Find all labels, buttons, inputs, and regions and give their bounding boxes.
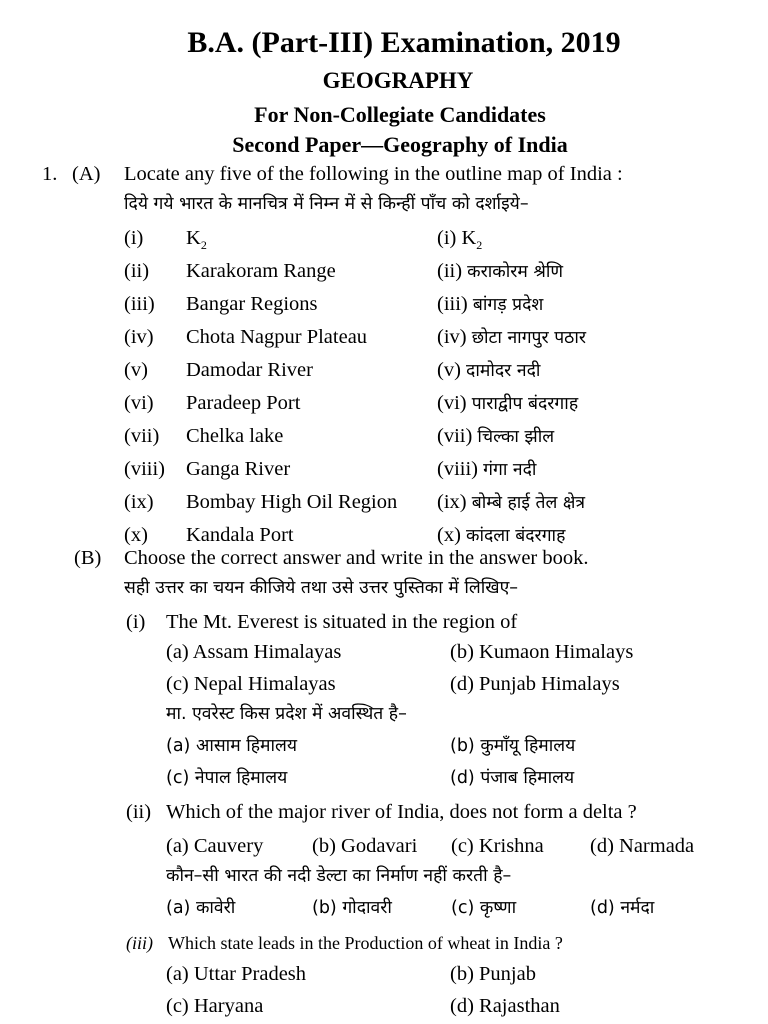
- item-label-en: $K_2$: [186, 227, 207, 253]
- mcq-2-option-en: (b) Godavari: [312, 835, 418, 857]
- item-label-en: Chota Nagpur Plateau: [186, 326, 368, 348]
- item-number: (iii): [124, 293, 155, 315]
- item-number: (v): [124, 359, 148, 381]
- mcq-1-option-hi: (b) कुमाँयू हिमालय: [450, 736, 576, 756]
- item-label-hi: (iii) बांगड़ प्रदेश: [437, 293, 544, 315]
- mcq-1-question-hi: मा. एवरेस्ट किस प्रदेश में अवस्थित है–: [166, 704, 407, 724]
- mcq-3-question-en: Which state leads in the Production of wheat in India ?: [168, 933, 563, 953]
- mcq-2-option-hi: (c) कृष्णा: [451, 898, 517, 918]
- item-number: (ii): [124, 260, 150, 282]
- candidates-line: For Non-Collegiate Candidates: [254, 102, 546, 127]
- item-number: (vi): [124, 392, 154, 414]
- paper-title: Second Paper—Geography of India: [232, 132, 568, 157]
- mcq-2-option-en: (c) Krishna: [451, 835, 544, 857]
- item-number: (ix): [124, 491, 154, 513]
- mcq-1-number: (i): [126, 611, 146, 633]
- question-number: 1.: [42, 163, 58, 185]
- mcq-3-option-en: (b) Punjab: [450, 963, 536, 985]
- item-label-hi: (ix) बोम्बे हाई तेल क्षेत्र: [437, 491, 586, 513]
- mcq-1-option-hi: (d) पंजाब हिमालय: [450, 768, 575, 788]
- part-b-label: (B): [74, 547, 102, 569]
- item-label-en: Chelka lake: [186, 425, 284, 447]
- mcq-3-option-en: (c) Haryana: [166, 995, 264, 1017]
- item-number: (i): [124, 227, 144, 249]
- item-number: (viii): [124, 458, 165, 480]
- exam-title: B.A. (Part-III) Examination, 2019: [187, 26, 621, 59]
- mcq-1-option-hi: (c) नेपाल हिमालय: [166, 768, 288, 788]
- part-b-instruction-en: Choose the correct answer and write in the answer book.: [124, 547, 589, 569]
- mcq-1-option-en: (c) Nepal Himalayas: [166, 673, 336, 695]
- item-number: (iv): [124, 326, 154, 348]
- item-label-hi: (iv) छोटा नागपुर पठार: [437, 326, 587, 348]
- mcq-3-number: (iii): [126, 933, 153, 953]
- item-label-en: Bombay High Oil Region: [186, 491, 398, 513]
- item-number: (x): [124, 524, 148, 546]
- mcq-2-number: (ii): [126, 801, 152, 823]
- mcq-2-option-hi: (a) कावेरी: [166, 898, 236, 918]
- item-label-en: Kandala Port: [186, 524, 294, 546]
- item-label-hi: (x) कांदला बंदरगाह: [437, 524, 566, 546]
- item-label-en: Karakoram Range: [186, 260, 336, 282]
- item-label-hi: (vii) चिल्का झील: [437, 425, 555, 447]
- mcq-1-option-en: (d) Punjab Himalays: [450, 673, 620, 695]
- item-label-en: Ganga River: [186, 458, 291, 480]
- mcq-2-question-hi: कौन–सी भारत की नदी डेल्टा का निर्माण नहीं करती है–: [166, 866, 512, 886]
- item-label-hi: (ii) कराकोरम श्रेणि: [437, 260, 564, 282]
- item-label-en: Paradeep Port: [186, 392, 301, 414]
- mcq-1-question-en: The Mt. Everest is situated in the region of: [166, 611, 518, 633]
- item-label-hi: (vi) पाराद्वीप बंदरगाह: [437, 392, 579, 414]
- mcq-1-option-hi: (a) आसाम हिमालय: [166, 736, 298, 756]
- mcq-2-option-en: (d) Narmada: [590, 835, 695, 857]
- mcq-2-option-hi: (b) गोदावरी: [312, 898, 392, 918]
- part-b-instruction-hi: सही उत्तर का चयन कीजिये तथा उसे उत्तर पुस्तिका में लिखिए–: [124, 578, 519, 598]
- item-label-hi: (v) दामोदर नदी: [437, 359, 541, 381]
- item-label-en: Bangar Regions: [186, 293, 318, 315]
- mcq-3-option-en: (d) Rajasthan: [450, 995, 560, 1017]
- mcq-2-option-en: (a) Cauvery: [166, 835, 264, 857]
- item-label-en: Damodar River: [186, 359, 313, 381]
- mcq-1-option-en: (a) Assam Himalayas: [166, 641, 342, 663]
- subject-title: GEOGRAPHY: [322, 68, 474, 93]
- part-a-question-hi: दिये गये भारत के मानचित्र में निम्न में से किन्हीं पाँच को दर्शाइये–: [124, 194, 529, 214]
- part-a-label: (A): [72, 163, 101, 185]
- mcq-3-option-en: (a) Uttar Pradesh: [166, 963, 307, 985]
- mcq-2-option-hi: (d) नर्मदा: [590, 898, 655, 918]
- mcq-2-question-en: Which of the major river of India, does not form a delta ?: [166, 801, 637, 823]
- item-label-hi: (i) $K_2$: [437, 227, 483, 253]
- part-a-question-en: Locate any five of the following in the outline map of India :: [124, 163, 623, 185]
- mcq-1-option-en: (b) Kumaon Himalays: [450, 641, 634, 663]
- item-label-hi: (viii) गंगा नदी: [437, 458, 537, 480]
- item-number: (vii): [124, 425, 160, 447]
